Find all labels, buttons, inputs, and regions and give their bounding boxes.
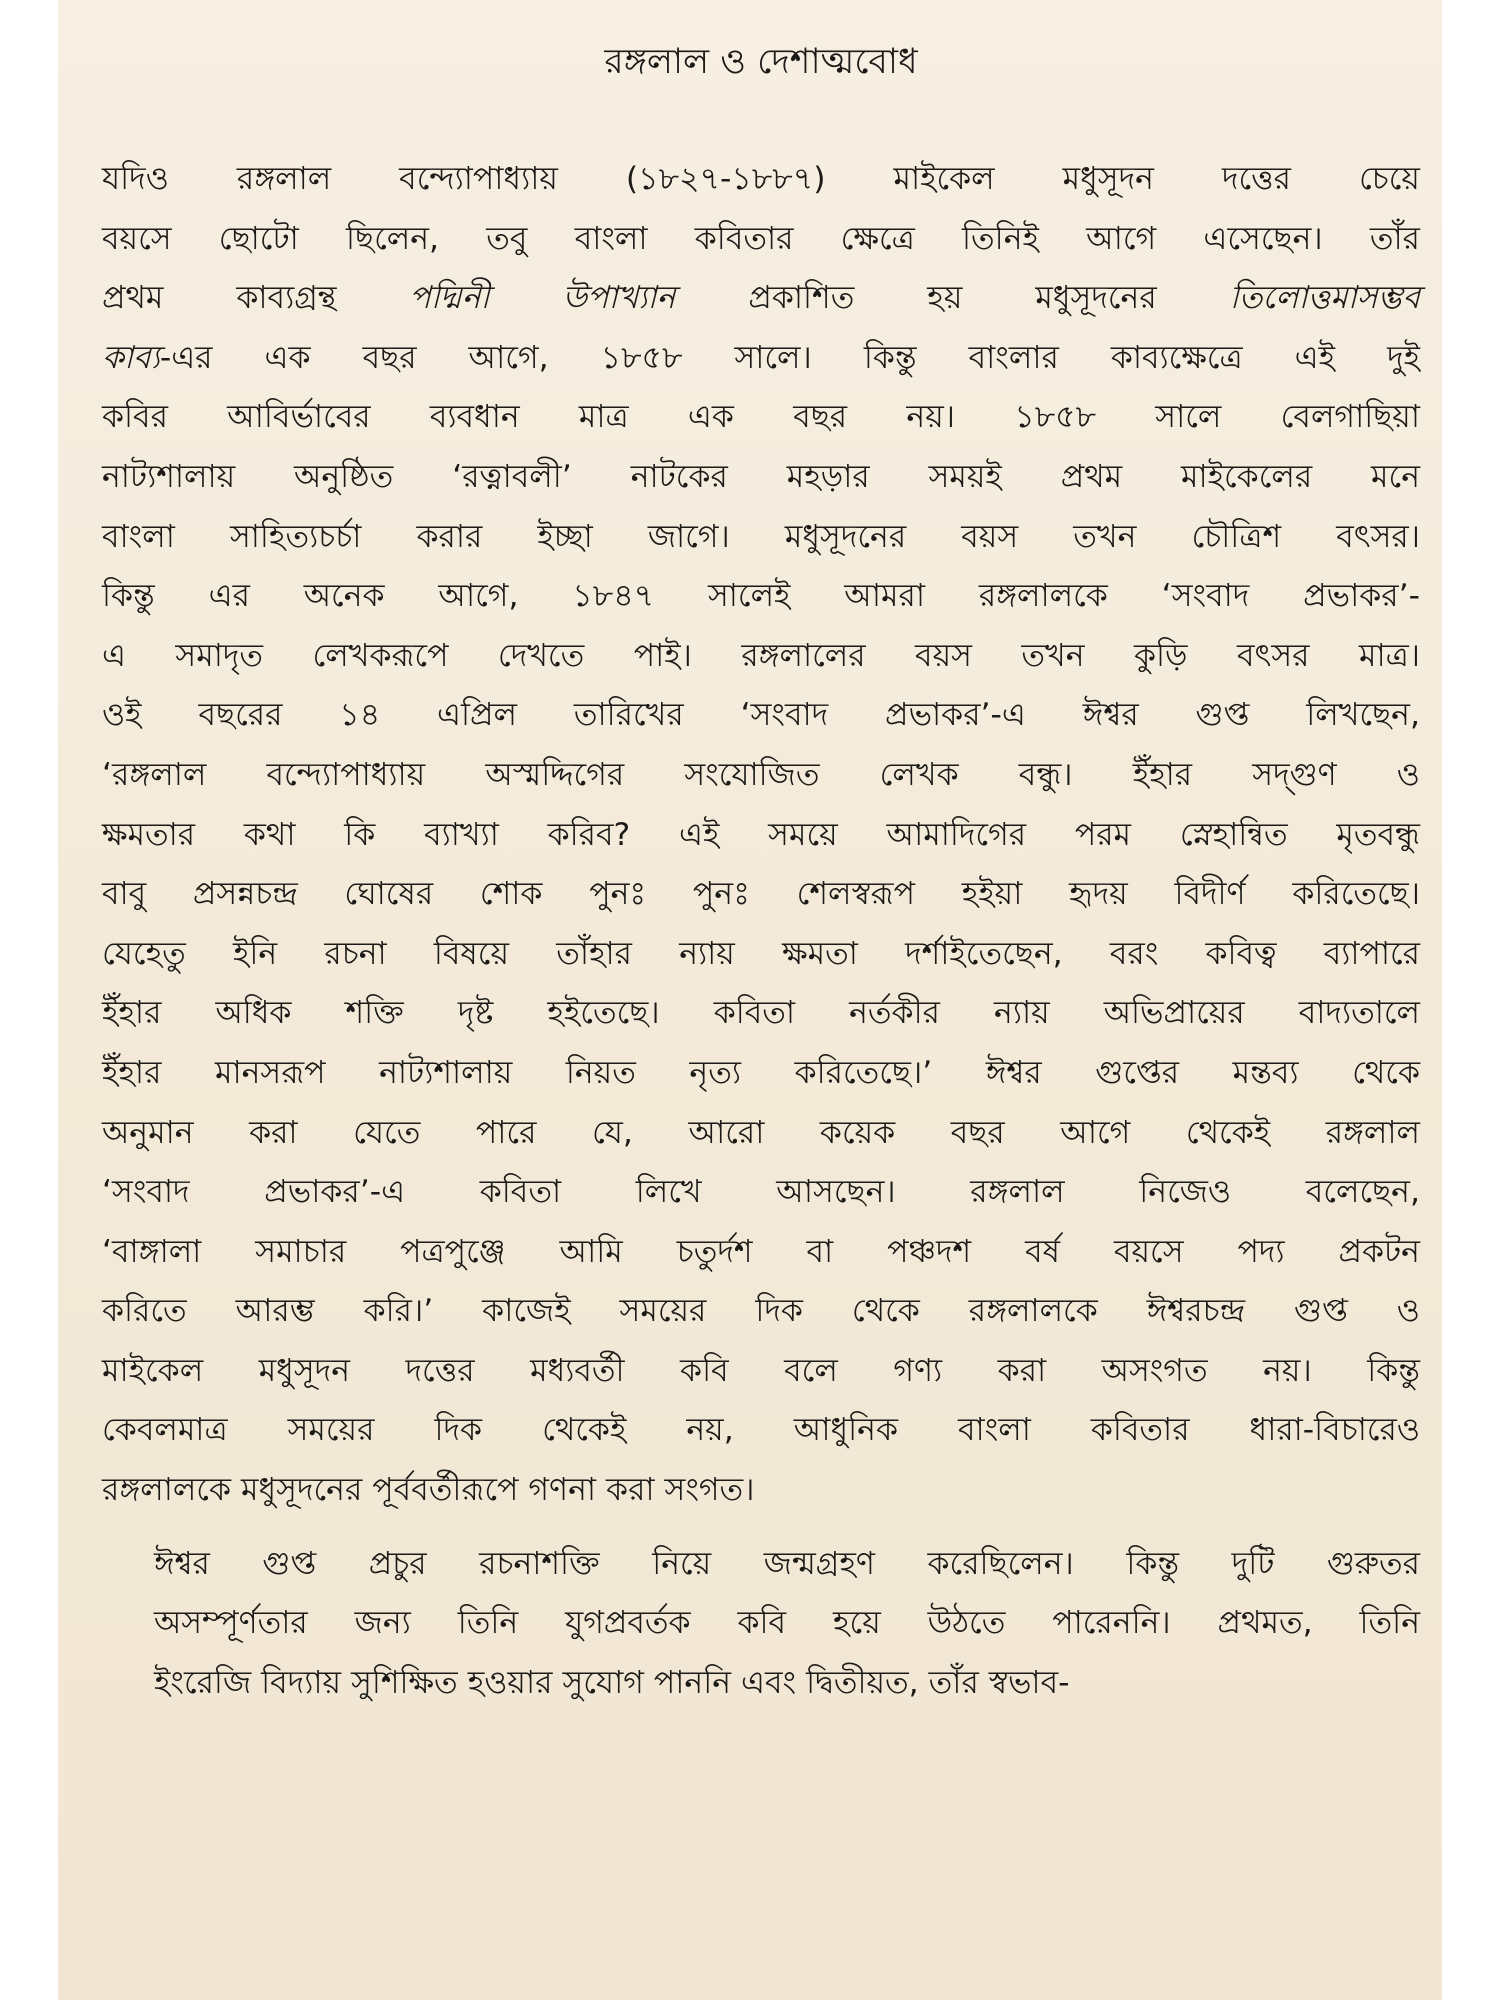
text-line: অনুমান করা যেতে পারে যে, আরো কয়েক বছর আগে থেকেই রঙ্গলাল: [102, 1114, 1420, 1151]
text-line: ‘সংবাদ প্রভাকর’-এ কবিতা লিখে আসছেন। রঙ্গলাল নিজেও বলেছেন,: [102, 1174, 1420, 1211]
text-line: রঙ্গলালকে মধুসূদনের পূর্ববর্তীরূপে গণনা করা সংগত।: [102, 1472, 755, 1509]
text-line: ইঁহার মানসরূপ নাট্যশালায় নিয়ত নৃত্য করিতেছে।’ ঈশ্বর গুপ্তের মন্তব্য থেকে: [102, 1054, 1420, 1091]
text-line: কেবলমাত্র সময়ের দিক থেকেই নয়, আধুনিক বাংলা কবিতার ধারা-বিচারেও: [102, 1412, 1420, 1449]
text-line: কবির আবির্ভাবের ব্যবধান মাত্র এক বছর নয়। ১৮৫৮ সালে বেলগাছিয়া: [102, 399, 1420, 436]
text-line: প্রথম কাব্যগ্রন্থ পদ্মিনী উপাখ্যান প্রকাশিত হয় মধুসূদনের তিলোত্তমাসম্ভব: [102, 280, 1420, 317]
text-line: ইঁহার অধিক শক্তি দৃষ্ট হইতেছে। কবিতা নর্তকীর ন্যায় অভিপ্রায়ের বাদ্যতালে: [102, 995, 1420, 1032]
text-line: বাবু প্রসন্নচন্দ্র ঘোষের শোক পুনঃ পুনঃ শেলস্বরূপ হইয়া হৃদয় বিদীর্ণ করিতেছে।: [102, 876, 1420, 913]
text-line: ওই বছরের ১৪ এপ্রিল তারিখের ‘সংবাদ প্রভাকর’-এ ঈশ্বর গুপ্ত লিখছেন,: [102, 697, 1420, 734]
text-line: অসম্পূর্ণতার জন্য তিনি যুগপ্রবর্তক কবি হয়ে উঠতে পারেননি। প্রথমত, তিনি: [154, 1605, 1420, 1642]
book-title: কাব্য: [102, 339, 160, 376]
text-line: যেহেতু ইনি রচনা বিষয়ে তাঁহার ন্যায় ক্ষমতা দর্শাইতেছেন, বরং কবিত্ব ব্যাপারে: [102, 935, 1420, 972]
text-line: করিতে আরম্ভ করি।’ কাজেই সময়ের দিক থেকে রঙ্গলালকে ঈশ্বরচন্দ্র গুপ্ত ও: [102, 1293, 1420, 1330]
text-line: এ সমাদৃত লেখকরূপে দেখতে পাই। রঙ্গলালের বয়স তখন কুড়ি বৎসর মাত্র।: [102, 637, 1420, 674]
text-line: নাট্যশালায় অনুষ্ঠিত ‘রত্নাবলী’ নাটকের মহড়ার সময়ই প্রথম মাইকেলের মনে: [102, 458, 1420, 495]
book-title: তিলোত্তমাসম্ভব: [1229, 280, 1420, 317]
text-line: ‘রঙ্গলাল বন্দ্যোপাধ্যায় অস্মদ্দিগের সংযোজিত লেখক বন্ধু। ইঁহার সদ্গুণ ও: [102, 756, 1420, 793]
text-line: ইংরেজি বিদ্যায় সুশিক্ষিত হওয়ার সুযোগ পাননি এবং দ্বিতীয়ত, তাঁর স্বভাব-: [154, 1664, 1070, 1701]
text-line: যদিও রঙ্গলাল বন্দ্যোপাধ্যায় (১৮২৭-১৮৮৭) মাইকেল মধুসূদন দত্তের চেয়ে: [102, 161, 1420, 197]
paragraph-1: [102, 150, 1420, 1521]
book-page: [58, 0, 1442, 2000]
chapter-title: রঙ্গলাল ও দেশাত্মবোধ: [604, 42, 918, 82]
text-line: ক্ষমতার কথা কি ব্যাখ্যা করিব? এই সময়ে আমাদিগের পরম স্নেহান্বিত মৃতবন্ধু: [102, 816, 1420, 853]
text-line: বয়সে ছোটো ছিলেন, তবু বাংলা কবিতার ক্ষেত্রে তিনিই আগে এসেছেন। তাঁর: [102, 220, 1420, 257]
paragraph-2: [102, 1535, 1420, 1714]
text-line: বাংলা সাহিত্যচর্চা করার ইচ্ছা জাগে। মধুসূদনের বয়স তখন চৌত্রিশ বৎসর।: [102, 518, 1420, 555]
text-line: ঈশ্বর গুপ্ত প্রচুর রচনাশক্তি নিয়ে জন্মগ্রহণ করেছিলেন। কিন্তু দুটি গুরুতর: [154, 1545, 1420, 1582]
text-line: কাব্য-এর এক বছর আগে, ১৮৫৮ সালে। কিন্তু বাংলার কাব্যক্ষেত্রে এই দুই: [102, 339, 1420, 376]
text-line: কিন্তু এর অনেক আগে, ১৮৪৭ সালেই আমরা রঙ্গলালকে ‘সংবাদ প্রভাকর’-: [102, 578, 1420, 615]
text-line: ‘বাঙ্গালা সমাচার পত্রপুঞ্জে আমি চতুর্দশ বা পঞ্চদশ বর্ষ বয়সে পদ্য প্রকটন: [102, 1233, 1420, 1270]
text-line: মাইকেল মধুসূদন দত্তের মধ্যবর্তী কবি বলে গণ্য করা অসংগত নয়। কিন্তু: [102, 1352, 1420, 1389]
book-title: পদ্মিনী উপাখ্যান: [409, 280, 676, 317]
